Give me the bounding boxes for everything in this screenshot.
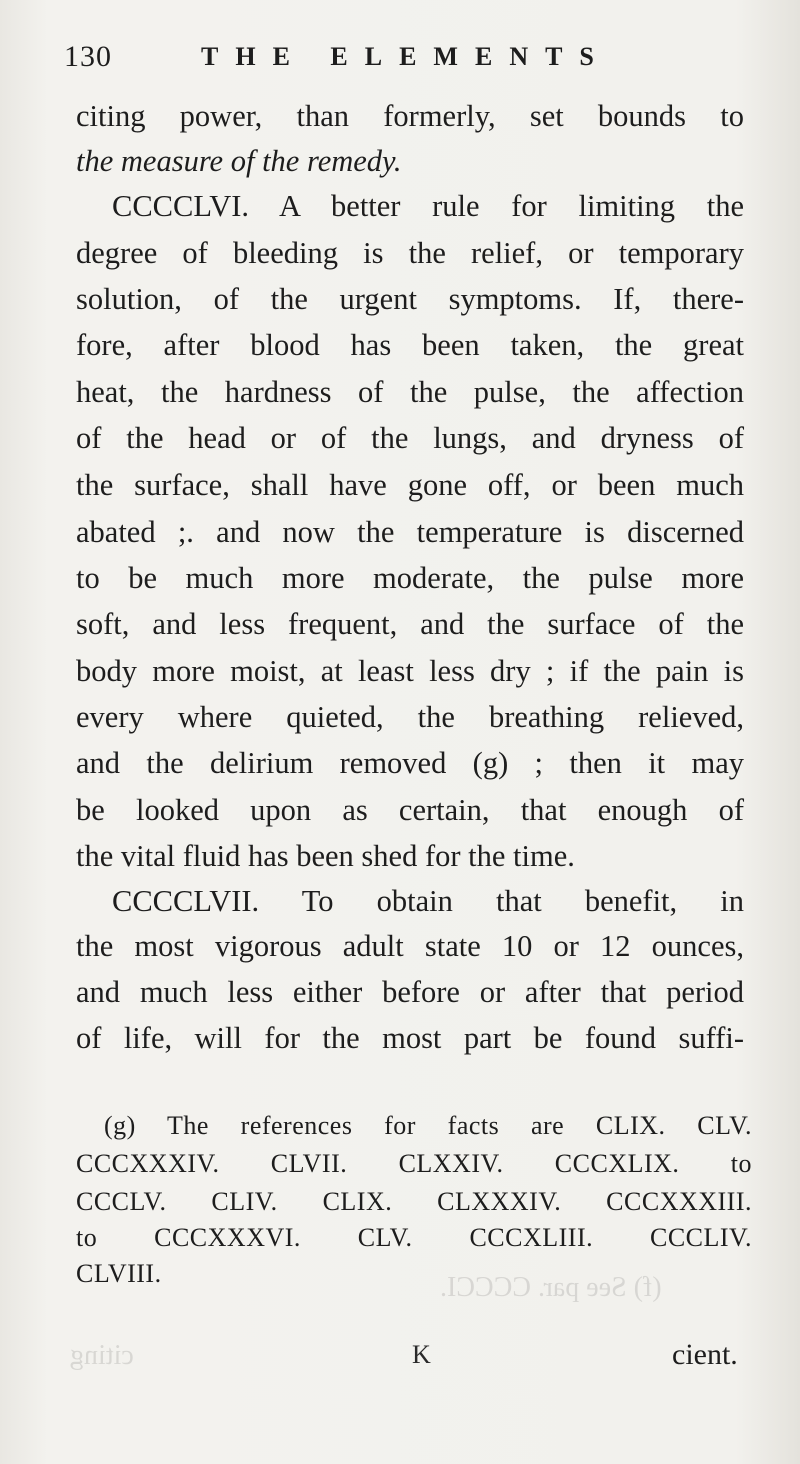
show-through-text: citing <box>70 1340 134 1371</box>
page-header <box>64 40 744 80</box>
page-number: 130 <box>64 40 112 73</box>
body-line: fore, after blood has been taken, the great <box>76 328 744 362</box>
body-line: soft, and less frequent, and the surface of the <box>76 607 744 641</box>
body-line: to be much more moderate, the pulse more <box>76 561 744 595</box>
paragraph-start-line: CCCCLVI. A better rule for limiting the <box>112 189 744 223</box>
body-line: be looked upon as certain, that enough of <box>76 793 744 827</box>
footnote-line: to CCCXXXVI. CLV. CCCXLIII. CCCLIV. <box>76 1223 752 1252</box>
italic-phrase: the measure of the remedy. <box>76 144 402 178</box>
body-line: body more moist, at least less dry ; if the pain is <box>76 654 744 688</box>
running-head: THE ELEMENTS <box>201 42 611 71</box>
show-through-text: (f) See par. CCCCI. <box>440 1272 662 1303</box>
signature-mark: K <box>412 1340 431 1369</box>
body-line: of life, will for the most part be found suffi- <box>76 1021 744 1055</box>
paragraph-start-line: CCCCLVII. To obtain that benefit, in <box>112 884 744 918</box>
body-line: degree of bleeding is the relief, or temporary <box>76 236 744 270</box>
body-line <box>76 141 744 181</box>
body-line: the vital fluid has been shed for the time. <box>76 839 575 873</box>
body-line: heat, the hardness of the pulse, the affection <box>76 375 744 409</box>
body-line: solution, of the urgent symptoms. If, there- <box>76 282 744 316</box>
body-line: and much less either before or after that period <box>76 975 744 1009</box>
body-line: every where quieted, the breathing relieved, <box>76 700 744 734</box>
footnote-line: (g) The references for facts are CLIX. CLV. <box>104 1111 752 1140</box>
body-line: of the head or of the lungs, and dryness of <box>76 421 744 455</box>
body-line: citing power, than formerly, set bounds to <box>76 99 744 133</box>
body-line: the surface, shall have gone off, or been much <box>76 468 744 502</box>
body-line: abated ;. and now the temperature is discerned <box>76 515 744 549</box>
footnote-line: CCCXXXIV. CLVII. CLXXIV. CCCXLIX. to <box>76 1149 752 1178</box>
body-line: the most vigorous adult state 10 or 12 ounces, <box>76 929 744 963</box>
footnote-line: CLVIII. <box>76 1259 162 1288</box>
body-line: and the delirium removed (g) ; then it may <box>76 746 744 780</box>
footnote-line: CCCLV. CLIV. CLIX. CLXXXIV. CCCXXXIII. <box>76 1187 752 1216</box>
catchword: cient. <box>672 1338 738 1371</box>
